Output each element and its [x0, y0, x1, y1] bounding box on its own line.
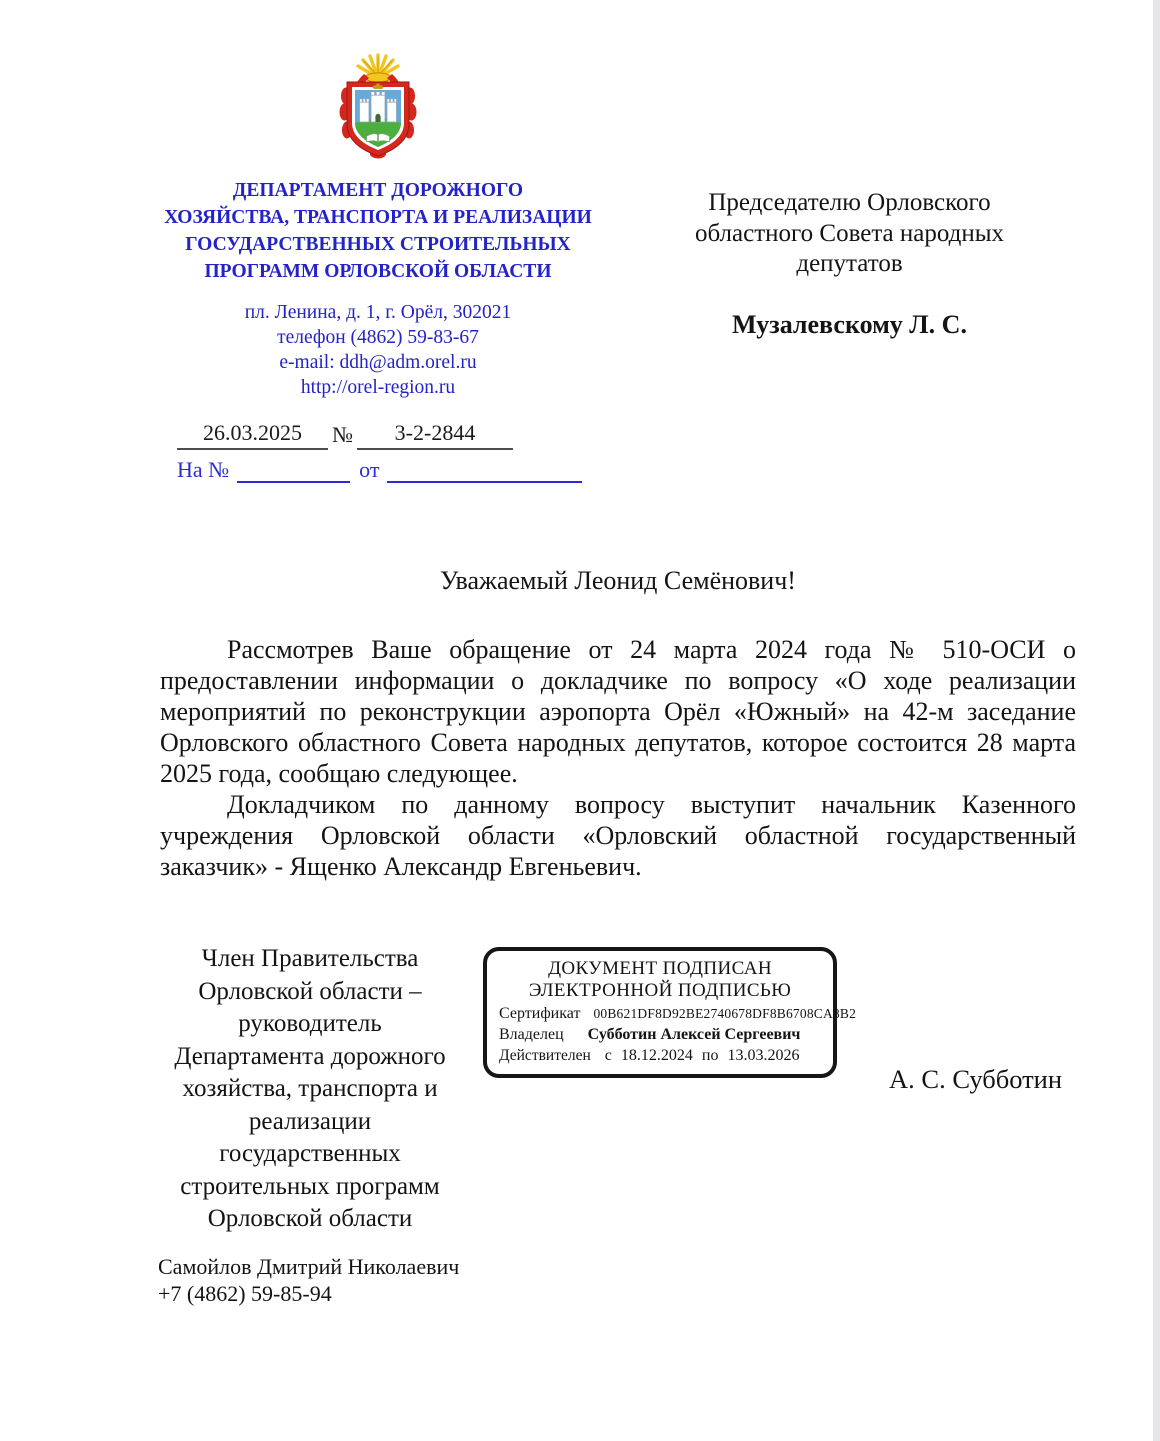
reply-number-blank — [237, 461, 350, 483]
executor-phone: +7 (4862) 59-85-94 — [158, 1280, 332, 1306]
scan-edge-strip — [1153, 0, 1160, 1441]
org-address-line: пл. Ленина, д. 1, г. Орёл, 302021 — [244, 302, 512, 323]
outgoing-reference-row — [177, 420, 597, 450]
reply-reference-row — [177, 457, 597, 483]
outgoing-date: 26.03.2025 — [177, 420, 328, 450]
signer-position — [145, 943, 475, 1236]
executor-name: Самойлов Дмитрий Николаевич — [158, 1254, 460, 1279]
stamp-owner-row — [499, 1026, 833, 1044]
reference-block — [177, 420, 597, 483]
digital-signature-stamp — [483, 947, 857, 1078]
org-phone-line: телефон (4862) 59-83-67 — [277, 327, 479, 348]
stamp-title-line: ДОКУМЕНТ ПОДПИСАН — [548, 958, 772, 979]
reply-date-blank — [387, 461, 582, 483]
signer-position-line: Член Правительства — [201, 945, 419, 972]
sender-block — [140, 52, 616, 400]
stamp-valid-label: Действителен — [499, 1047, 591, 1064]
stamp-owner-label: Владелец — [499, 1026, 564, 1043]
number-sign: № — [332, 422, 353, 447]
org-name-line: ГОСУДАРСТВЕННЫХ СТРОИТЕЛЬНЫХ — [185, 234, 571, 255]
oryol-region-coat-of-arms-icon — [333, 52, 423, 159]
org-name-line: ХОЗЯЙСТВА, ТРАНСПОРТА И РЕАЛИЗАЦИИ — [164, 207, 592, 228]
signer-position-line: строительных программ — [180, 1172, 440, 1200]
org-email-line: e-mail: ddh@adm.orel.ru — [279, 352, 477, 373]
signer-name: А. С. Субботин — [889, 1064, 1063, 1094]
stamp-cert-value: 00B621DF8D92BE2740678DF8B6708CA8B2 — [593, 1006, 857, 1021]
executor-block — [158, 1254, 459, 1307]
stamp-valid-value: с 18.12.2024 по 13.03.2026 — [604, 1047, 800, 1064]
signer-position-line: Департамента дорожного — [174, 1042, 446, 1070]
outgoing-number: 3-2-2844 — [357, 420, 513, 450]
recipient-block — [652, 188, 1047, 340]
reply-from-label: от — [359, 457, 380, 482]
signer-position-line: хозяйства, транспорта и — [182, 1075, 438, 1102]
body-paragraph: Рассмотрев Ваше обращение от 24 марта 2024 года № 510-ОСИ о предоставлении информации о докладчике по вопросу «О ходе реализации мероприятий по реконструкции аэропорта Орёл «Южный» на 42-м заседание Орловского областного Совета народных депутатов, которое состоится 28 марта 2025 года, сообщаю следующее. — [160, 635, 1076, 788]
recipient-line: Председателю Орловского — [708, 189, 991, 216]
org-name — [140, 177, 616, 285]
org-name-line: ДЕПАРТАМЕНТ ДОРОЖНОГО — [232, 180, 524, 201]
salutation: Уважаемый Леонид Семёнович! — [440, 566, 796, 595]
signer-position-line: государственных — [219, 1140, 401, 1167]
signer-position-line: Орловской области – — [198, 977, 422, 1005]
signer-position-line: Орловской области — [207, 1205, 413, 1232]
letter-body — [160, 566, 1076, 882]
stamp-owner-value: Субботин Алексей Сергеевич — [587, 1026, 801, 1043]
signer-position-line: реализации — [248, 1107, 372, 1135]
stamp-validity-row — [499, 1047, 833, 1065]
recipient-line: областного Совета народных — [694, 219, 1005, 247]
recipient-name: Музалевскому Л. С. — [732, 309, 967, 339]
reply-prefix-label: На № — [177, 457, 230, 482]
org-address — [140, 300, 616, 400]
stamp-certificate-row — [499, 1005, 857, 1023]
recipient-line: депутатов — [796, 250, 903, 277]
body-paragraph: Докладчиком по данному вопросу выступит начальник Казенного учреждения Орловской области «Орловский областной государственный заказчик» - Ященко Александр Евгеньевич. — [160, 790, 1076, 881]
org-name-line: ПРОГРАММ ОРЛОВСКОЙ ОБЛАСТИ — [204, 261, 552, 282]
stamp-title-line: ЭЛЕКТРОННОЙ ПОДПИСЬЮ — [528, 980, 792, 1001]
stamp-cert-label: Сертификат — [499, 1005, 581, 1022]
org-website-line: http://orel-region.ru — [300, 377, 456, 398]
signer-position-line: руководитель — [238, 1010, 382, 1037]
